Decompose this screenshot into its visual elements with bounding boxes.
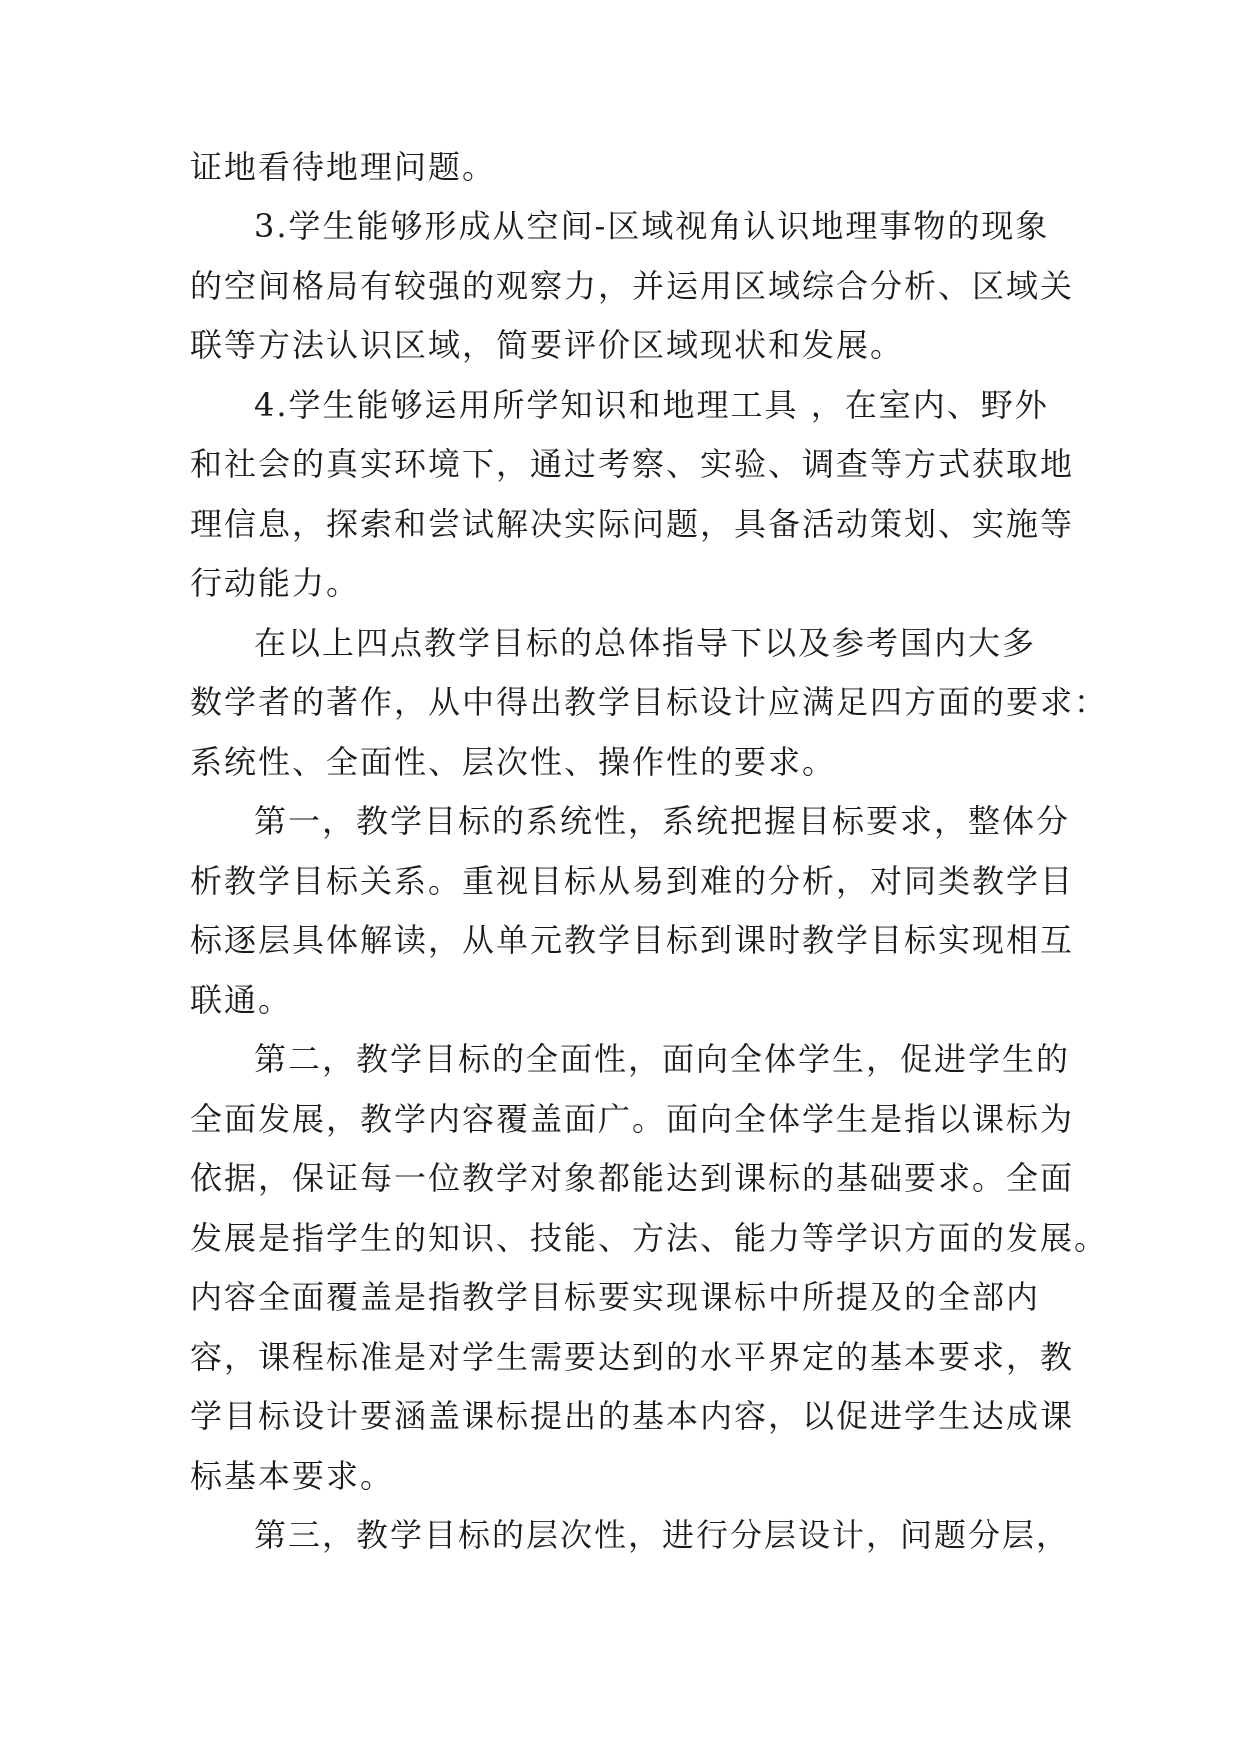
text-line: 第二，教学目标的全面性，面向全体学生，促进学生的 — [254, 1040, 1071, 1078]
text-line: 析教学目标关系。重视目标从易到难的分析，对同类教学目 — [190, 862, 1075, 900]
text-line: 理信息，探索和尝试解决实际问题，具备活动策划、实施等 — [190, 505, 1075, 543]
text-line: 第一，教学目标的系统性，系统把握目标要求，整体分 — [254, 802, 1071, 840]
text-line: 数学者的著作，从中得出教学目标设计应满足四方面的要求： — [190, 683, 1109, 721]
text-line: 的空间格局有较强的观察力，并运用区域综合分析、区域关 — [190, 267, 1075, 305]
text-line: 学目标设计要涵盖课标提出的基本内容，以促进学生达成课 — [190, 1397, 1075, 1435]
text-line: 联通。 — [190, 981, 293, 1019]
text-line: 系统性、全面性、层次性、操作性的要求。 — [190, 743, 837, 781]
text-line: 行动能力。 — [190, 564, 361, 602]
text-line: 证地看待地理问题。 — [190, 148, 497, 186]
text-line: 标基本要求。 — [190, 1457, 395, 1495]
text-line: 内容全面覆盖是指教学目标要实现课标中所提及的全部内 — [190, 1278, 1041, 1316]
text-line: 依据，保证每一位教学对象都能达到课标的基础要求。全面 — [190, 1159, 1075, 1197]
text-line: 第三，教学目标的层次性，进行分层设计，问题分层， — [254, 1516, 1071, 1554]
text-line: 3.学生能够形成从空间-区域视角认识地理事物的现象 — [254, 207, 1050, 245]
text-line: 全面发展，教学内容覆盖面广。面向全体学生是指以课标为 — [190, 1100, 1075, 1138]
text-line: 4.学生能够运用所学知识和地理工具 ，在室内、野外 — [254, 386, 1049, 424]
text-line: 容，课程标准是对学生需要达到的水平界定的基本要求，教 — [190, 1338, 1075, 1376]
text-line: 发展是指学生的知识、技能、方法、能力等学识方面的发展。 — [190, 1219, 1109, 1257]
text-line: 标逐层具体解读，从单元教学目标到课时教学目标实现相互 — [190, 921, 1075, 959]
text-line: 联等方法认识区域，简要评价区域现状和发展。 — [190, 326, 905, 364]
text-line: 和社会的真实环境下，通过考察、实验、调查等方式获取地 — [190, 445, 1075, 483]
text-line: 在以上四点教学目标的总体指导下以及参考国内大多 — [254, 624, 1037, 662]
